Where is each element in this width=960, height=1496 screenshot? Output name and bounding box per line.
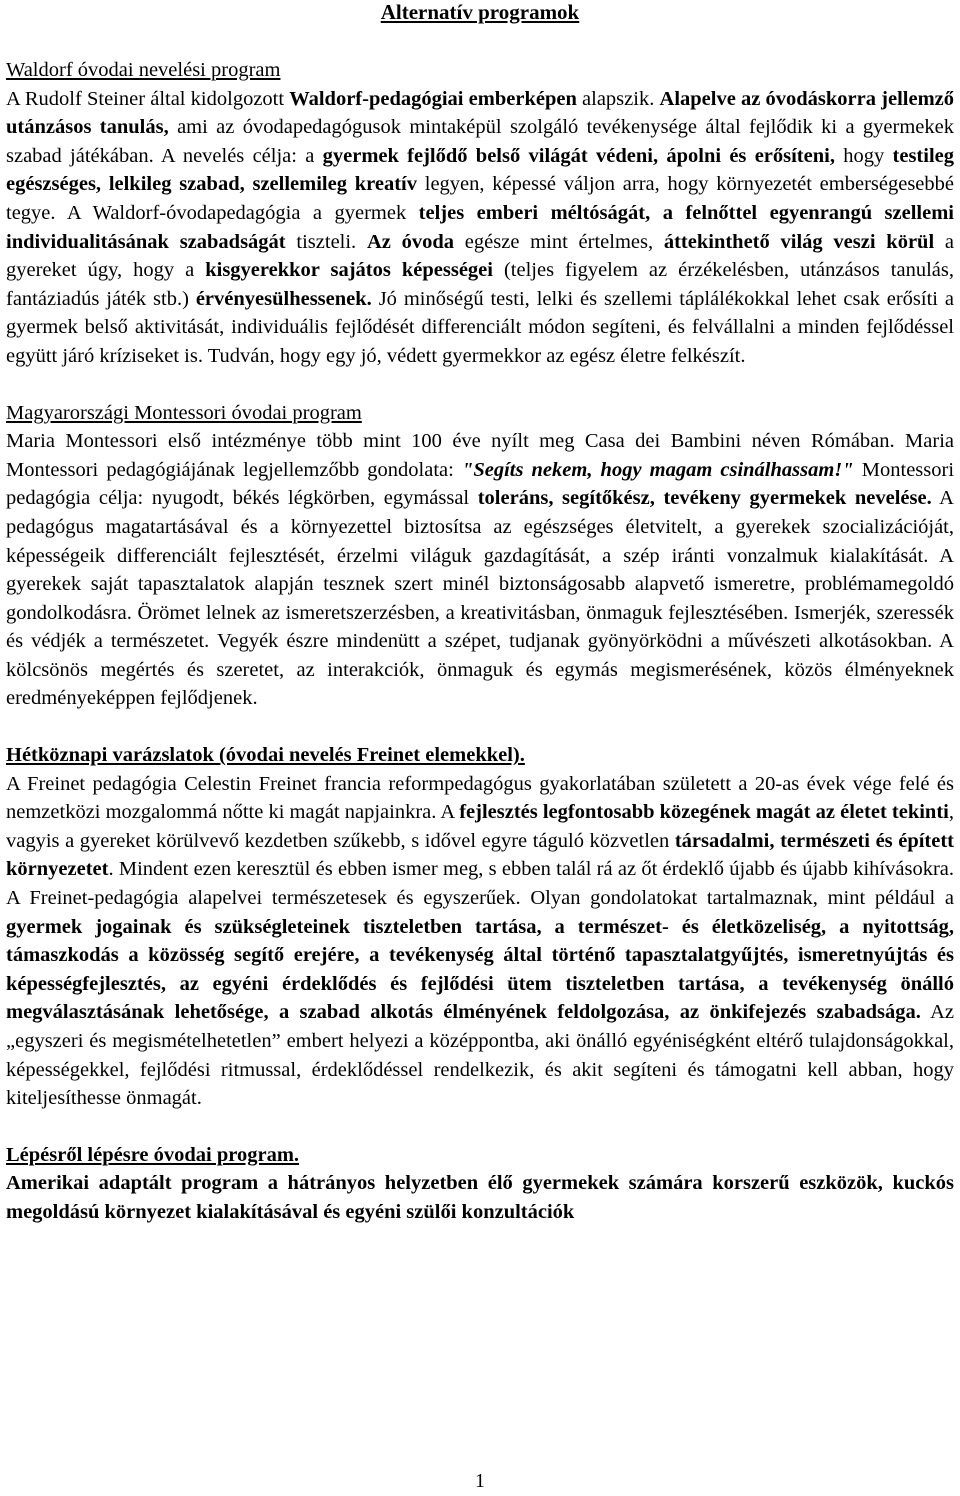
emphasis-run: fejlesztés legfontosabb közegének magát az életet tekinti — [459, 801, 949, 824]
spacer — [6, 713, 954, 741]
section-paragraph — [6, 85, 954, 371]
text-run: egésze mint értelmes, — [454, 230, 664, 253]
emphasis-run: Waldorf-pedagógiai emberképen — [289, 87, 577, 110]
text-run: A Freinet pedagógia Celestin Freinet francia reformpedagógus gyakorlatában született a 20-as évek vége felé és nemzetközi mozgalommá nőtte ki magát napjainkra. A — [6, 772, 954, 824]
emphasis-run: Az óvoda — [366, 230, 455, 253]
text-run: Maria Montessori első intézménye több mint 100 éve nyílt meg Casa dei Bambini néven Rómában. Maria Montessori pedagógiájának legjellemzőbb gondolata: — [6, 430, 954, 481]
spacer — [6, 1113, 954, 1141]
section-freinet — [6, 741, 954, 1113]
emphasis-run: testileg egészséges, lelkileg szabad, szellemileg kreatív — [6, 144, 955, 196]
emphasis-run: áttekinthető világ veszi körül — [663, 230, 935, 253]
text-run: ami az óvodapedagógusok mintaképül szolgáló tevékenysége által fejlődik ki a gyermekek szabad játékában. A nevelés célja: a — [6, 116, 954, 167]
text-run: , vagyis a gyereket körülvevő kezdetben szűkebb, s idővel egyre táguló közvetlen — [6, 801, 954, 852]
section-heading: Magyarországi Montessori óvodai program — [6, 401, 362, 424]
text-run: hogy — [834, 144, 893, 167]
section-heading: Hétköznapi varázslatok (óvodai nevelés Freinet elemekkel). — [6, 744, 525, 767]
text-run: Jó minőségű testi, lelki és szellemi táplálékokkal lehet csak erősíti a gyermek belső aktivitását, individuális fejlődését differenciált módon segíteni, és felvállalni a minden fejlődéssel együtt járó kríziseket is. Tudván, hogy egy jó, védett gyermekkor az egész életre felkészít. — [6, 287, 954, 367]
text-run: alapszik. — [576, 87, 660, 110]
emphasis-run: gyermek fejlődő belső világát védeni, ápolni és erősíteni, — [322, 144, 835, 167]
section-paragraph — [6, 427, 954, 713]
emphasis-run: Amerikai adaptált program a hátrányos helyzetben élő gyermekek számára korszerű eszközök, kuckós megoldású környezet kialakításával és egyéni szülői konzultációk — [6, 1172, 954, 1223]
section-heading: Waldorf óvodai nevelési program — [6, 59, 281, 81]
text-run: legyen, képessé váljon arra, hogy környezetét emberségesebbé tegye. A Waldorf-óvodapedagógia a gyermek — [6, 173, 955, 224]
emphasis-run: "Segíts nekem, hogy magam csinálhassam!" — [461, 458, 854, 481]
spacer — [6, 371, 954, 399]
emphasis-run: kisgyerekkor sajátos képességei — [205, 259, 493, 282]
emphasis-run: társadalmi, természeti és épített környezetet — [6, 829, 955, 881]
document-title: Alternatív programok — [380, 0, 580, 24]
document-page — [6, 0, 954, 1227]
text-run: tiszteli. — [285, 230, 367, 253]
emphasis-run: érvényesülhessenek. — [195, 287, 372, 310]
section-heading: Lépésről lépésre óvodai program. — [6, 1143, 300, 1166]
section-paragraph — [6, 1169, 954, 1226]
emphasis-run: gyermek jogainak és szükségleteinek tiszteletben tartása, a természet- és életközeliség, a nyitottság, támaszkodás a közösség segítő erejére, a tevékenység által történő tapasztalatgyűjtés, ismeretnyújtás és képességfejlesztés, az egyéni érdeklődés és fejlődési ütem tiszteletben tartása, a tevékenység önálló megválasztásának lehetősége, a szabad alkotás élményének feldolgozása, az önkifejezés szabadsága. — [6, 915, 954, 1024]
text-run: (teljes figyelem az érzékelésben, utánzásos tanulás, fantáziadús játék stb.) — [6, 259, 954, 310]
emphasis-run: teljes emberi méltóságát, a felnőttel egyenrangú szellemi individualitásának szabadságát — [6, 201, 954, 253]
text-run: a gyereket úgy, hogy a — [6, 230, 955, 282]
text-run: Az „egyszeri és megismételhetetlen” embert helyezi a középpontba, aki önálló egyéniségként eltérő tulajdonságokkal, képességekkel, fejlődési ritmussal, érdeklődéssel rendelkezik, és akit segíteni és támogatni kell abban, hogy kiteljesíthesse önmagát. — [6, 1001, 954, 1110]
text-run: . Mindent ezen keresztül és ebben ismer meg, s ebben talál rá az őt érdeklő újabb és újabb kihívásokra. A Freinet-pedagógia alapelvei természetesek és egyszerűek. Olyan gondolatokat tartalmaznak, mint például a — [6, 858, 954, 910]
text-run: A Rudolf Steiner által kidolgozott — [6, 87, 290, 110]
text-run: Montessori pedagógia célja: nyugodt, békés légkörben, egymással — [6, 458, 955, 510]
text-run: A pedagógus magatartásával és a környezettel biztosítsa az egészséges életvitelt, a gyerekek szocializációját, képességeik differenciált fejlesztését, érzelmi világuk gazdagítását, a szép iránti vonzalmuk kialakítását. A gyerekek saját tapasztalatok alapján tesznek szert minél biztonságosabb alapvető ismeretre, problémamegoldó gondolkodásra. Örömet lelnek az ismeretszerzésben, a kreativitásban, önmaguk fejlesztésében. Ismerjék, szeressék és védjék a természetet. Vegyék észre mindenütt a szépet, tudjanak gyönyörködni a művészeti alkotásokban. A kölcsönös megértés és szeretet, az interakciók, önmaguk és egymás megismerésének, közös élményeknek eredményeképpen fejlődjenek. — [6, 487, 954, 710]
section-waldorf — [6, 56, 954, 371]
emphasis-run: toleráns, segítőkész, tevékeny gyermekek nevelése. — [477, 487, 932, 510]
spacer — [6, 26, 954, 56]
section-paragraph — [6, 770, 954, 1113]
page-number: 1 — [475, 1470, 485, 1492]
section-lepesrol-lepesre — [6, 1141, 954, 1227]
section-montessori — [6, 399, 954, 714]
emphasis-run: Alapelve az óvodáskorra jellemző utánzásos tanulás, — [6, 87, 955, 139]
